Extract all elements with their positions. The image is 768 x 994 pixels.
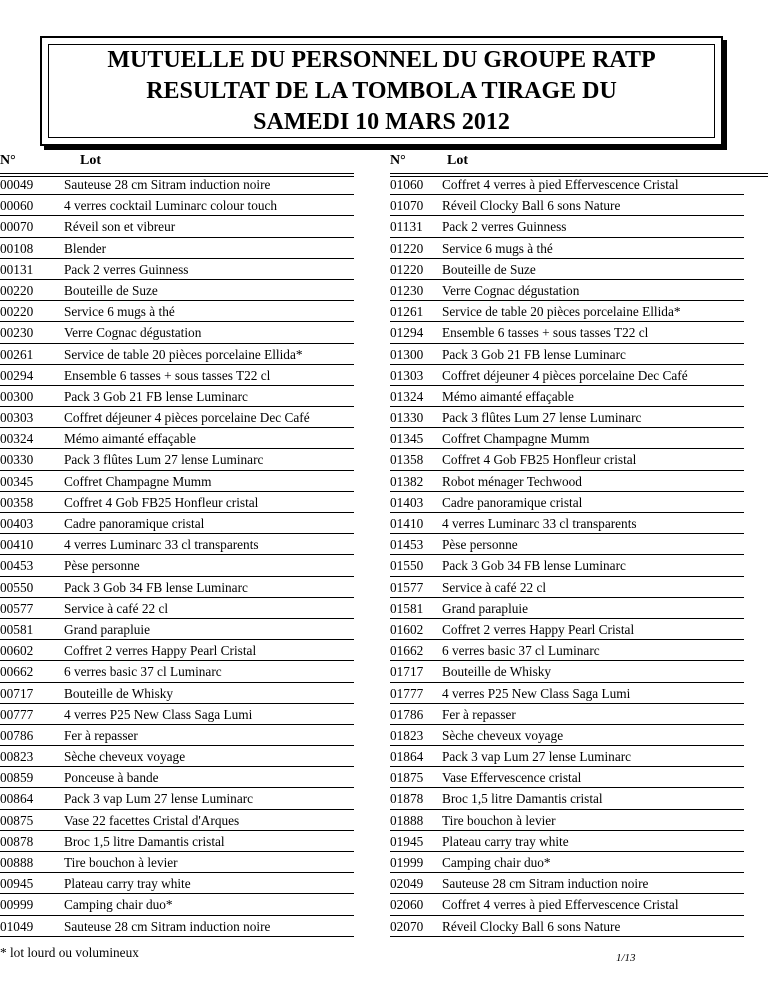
ticket-number: 00220 xyxy=(0,282,34,298)
ticket-number: 01662 xyxy=(390,643,424,659)
prize-lot: 4 verres cocktail Luminarc colour touch xyxy=(64,198,278,214)
prize-lot: Cadre panoramique cristal xyxy=(442,494,583,510)
prize-lot: Plateau carry tray white xyxy=(64,876,191,892)
table-row xyxy=(390,428,744,449)
prize-lot: Réveil son et vibreur xyxy=(64,219,176,235)
prize-lot: Pack 2 verres Guinness xyxy=(64,261,189,277)
table-row xyxy=(390,259,744,280)
prize-lot: Verre Cognac dégustation xyxy=(442,282,580,298)
table-row xyxy=(0,577,354,598)
table-row xyxy=(0,916,354,937)
ticket-number: 01324 xyxy=(390,388,424,404)
table-row xyxy=(0,365,354,386)
ticket-number: 01717 xyxy=(390,664,424,680)
table-row xyxy=(390,195,744,216)
table-row xyxy=(0,301,354,322)
ticket-number: 00049 xyxy=(0,177,34,192)
table-row xyxy=(390,661,744,682)
table-row xyxy=(0,894,354,915)
prize-lot: 4 verres Luminarc 33 cl transparents xyxy=(64,537,259,553)
table-row xyxy=(390,238,744,259)
prize-lot: Coffret Champagne Mumm xyxy=(64,473,212,489)
table-row xyxy=(0,407,354,428)
table-row xyxy=(390,873,744,894)
table-row xyxy=(0,259,354,280)
prize-lot: Ensemble 6 tasses + sous tasses T22 cl xyxy=(442,325,649,341)
prize-lot: 4 verres P25 New Class Saga Lumi xyxy=(64,706,253,722)
table-row xyxy=(390,619,744,640)
table-row xyxy=(390,534,744,555)
ticket-number: 01131 xyxy=(390,219,423,235)
prize-lot: Coffret 2 verres Happy Pearl Cristal xyxy=(64,643,257,659)
ticket-number: 02070 xyxy=(390,918,424,934)
prize-lot: Pack 3 flûtes Lum 27 lense Luminarc xyxy=(64,452,264,468)
ticket-number: 01230 xyxy=(390,282,424,298)
prize-lot: Grand parapluie xyxy=(442,600,529,616)
table-row xyxy=(0,471,354,492)
prize-lot: Coffret 2 verres Happy Pearl Cristal xyxy=(442,621,635,637)
table-row xyxy=(390,746,744,767)
ticket-number: 00060 xyxy=(0,198,34,214)
table-row xyxy=(0,767,354,788)
ticket-number: 00577 xyxy=(0,600,34,616)
prize-lot: Pack 3 Gob 21 FB lense Luminarc xyxy=(64,388,248,404)
prize-lot: Coffret 4 Gob FB25 Honfleur cristal xyxy=(442,452,637,468)
table-row xyxy=(0,428,354,449)
prize-lot: Réveil Clocky Ball 6 sons Nature xyxy=(442,198,621,214)
prize-lot: Bouteille de Whisky xyxy=(442,664,552,680)
prize-lot: Service de table 20 pièces porcelaine Ellida* xyxy=(64,346,303,362)
ticket-number: 01577 xyxy=(390,579,424,595)
table-row xyxy=(0,492,354,513)
prize-lot: Pack 2 verres Guinness xyxy=(442,219,567,235)
ticket-number: 00878 xyxy=(0,833,34,849)
ticket-number: 01453 xyxy=(390,537,424,553)
prize-lot: Vase Effervescence cristal xyxy=(442,770,582,786)
prize-lot: 4 verres P25 New Class Saga Lumi xyxy=(442,685,631,701)
ticket-number: 00294 xyxy=(0,367,34,383)
table-row xyxy=(0,216,354,237)
table-row xyxy=(0,598,354,619)
table-row xyxy=(390,449,744,470)
table-row xyxy=(0,534,354,555)
ticket-number: 01878 xyxy=(390,791,424,807)
prize-lot: Pack 3 Gob 34 FB lense Luminarc xyxy=(64,579,248,595)
ticket-number: 00550 xyxy=(0,579,34,595)
ticket-number: 01303 xyxy=(390,367,424,383)
prize-lot: Robot ménager Techwood xyxy=(442,473,582,489)
ticket-number: 00875 xyxy=(0,812,34,828)
table-row xyxy=(0,322,354,343)
table-row xyxy=(390,322,744,343)
table-row xyxy=(0,873,354,894)
table-row xyxy=(0,280,354,301)
table-row xyxy=(390,216,744,237)
ticket-number: 00303 xyxy=(0,410,34,426)
ticket-number: 00403 xyxy=(0,516,34,531)
ticket-number: 00888 xyxy=(0,855,34,870)
prize-lot: Coffret déjeuner 4 pièces porcelaine Dec Café xyxy=(442,367,688,383)
ticket-number: 01070 xyxy=(390,198,424,214)
ticket-number: 02049 xyxy=(390,876,424,892)
footnote: * lot lourd ou volumineux xyxy=(0,945,139,960)
table-row xyxy=(390,174,744,195)
table-row xyxy=(390,386,744,407)
table-row xyxy=(390,344,744,365)
title-inner-frame xyxy=(48,44,715,138)
prize-lot: Pack 3 flûtes Lum 27 lense Luminarc xyxy=(442,410,642,426)
ticket-number: 00823 xyxy=(0,749,34,765)
ticket-number: 00859 xyxy=(0,770,34,786)
ticket-number: 01786 xyxy=(390,706,424,722)
prize-lot: Service de table 20 pièces porcelaine Ellida* xyxy=(442,304,681,320)
ticket-number: 00324 xyxy=(0,431,34,447)
prize-lot: Cadre panoramique cristal xyxy=(64,516,205,531)
prize-lot: Broc 1,5 litre Damantis cristal xyxy=(64,833,225,849)
table-row xyxy=(390,640,744,661)
table-row xyxy=(0,746,354,767)
prize-lot: Fer à repasser xyxy=(64,727,138,743)
prize-lot: Coffret déjeuner 4 pièces porcelaine Dec Café xyxy=(64,410,310,426)
prize-lot: Sauteuse 28 cm Sitram induction noire xyxy=(442,876,649,892)
table-row xyxy=(0,640,354,661)
table-row xyxy=(390,598,744,619)
table-row xyxy=(0,344,354,365)
ticket-number: 01060 xyxy=(390,177,424,192)
table-row xyxy=(0,831,354,852)
table-row xyxy=(0,555,354,576)
prize-lot: Pack 3 Gob 21 FB lense Luminarc xyxy=(442,346,626,362)
ticket-number: 01945 xyxy=(390,833,424,849)
title-line-1: MUTUELLE DU PERSONNEL DU GROUPE RATP xyxy=(107,46,656,73)
table-row xyxy=(390,301,744,322)
ticket-number: 01602 xyxy=(390,621,424,637)
header-number: N° xyxy=(390,153,406,168)
prize-lot: Coffret 4 verres à pied Effervescence Cristal xyxy=(442,177,679,192)
prize-lot: Ensemble 6 tasses + sous tasses T22 cl xyxy=(64,367,271,383)
ticket-number: 01261 xyxy=(390,304,424,320)
ticket-number: 01888 xyxy=(390,812,424,828)
ticket-number: 00070 xyxy=(0,219,34,235)
prize-lot: Service 6 mugs à thé xyxy=(442,240,553,256)
table-row xyxy=(0,704,354,725)
table-row xyxy=(390,767,744,788)
title-line-2: RESULTAT DE LA TOMBOLA TIRAGE DU xyxy=(146,77,617,104)
title-box xyxy=(40,36,723,146)
prize-lot: Service à café 22 cl xyxy=(64,600,169,616)
table-row xyxy=(0,683,354,704)
table-row xyxy=(390,492,744,513)
table-row xyxy=(390,725,744,746)
prize-lot: Service à café 22 cl xyxy=(442,579,547,595)
ticket-number: 02060 xyxy=(390,897,424,913)
prize-lot: 6 verres basic 37 cl Luminarc xyxy=(64,664,222,680)
ticket-number: 00108 xyxy=(0,240,34,256)
prize-lot: 6 verres basic 37 cl Luminarc xyxy=(442,643,600,659)
prize-lot: Verre Cognac dégustation xyxy=(64,325,202,341)
prize-lot: 4 verres Luminarc 33 cl transparents xyxy=(442,516,637,531)
table-row xyxy=(390,513,744,534)
ticket-number: 01330 xyxy=(390,410,424,426)
table-row xyxy=(390,916,744,937)
prize-lot: Vase 22 facettes Cristal d'Arques xyxy=(64,812,240,828)
ticket-number: 01410 xyxy=(390,516,424,531)
ticket-number: 00358 xyxy=(0,494,34,510)
ticket-number: 01403 xyxy=(390,494,424,510)
ticket-number: 00602 xyxy=(0,643,34,659)
prize-lot: Broc 1,5 litre Damantis cristal xyxy=(442,791,603,807)
prize-lot: Pèse personne xyxy=(64,558,140,574)
prize-lot: Grand parapluie xyxy=(64,621,151,637)
ticket-number: 00261 xyxy=(0,346,34,362)
table-row xyxy=(390,894,744,915)
ticket-number: 01864 xyxy=(390,749,424,765)
table-row xyxy=(0,449,354,470)
prize-lot: Sauteuse 28 cm Sitram induction noire xyxy=(64,177,271,192)
table-row xyxy=(0,238,354,259)
table-row xyxy=(0,619,354,640)
ticket-number: 00330 xyxy=(0,452,34,468)
prize-lot: Coffret Champagne Mumm xyxy=(442,431,590,447)
header-lot: Lot xyxy=(80,153,101,168)
results-column-left xyxy=(0,174,354,937)
prize-lot: Pack 3 vap Lum 27 lense Luminarc xyxy=(64,791,254,807)
prize-lot: Sèche cheveux voyage xyxy=(64,749,186,765)
header-lot: Lot xyxy=(447,153,468,168)
table-row xyxy=(0,174,354,195)
ticket-number: 01581 xyxy=(390,600,424,616)
ticket-number: 00945 xyxy=(0,876,34,892)
ticket-number: 00410 xyxy=(0,537,34,553)
ticket-number: 01345 xyxy=(390,431,424,447)
table-header-left xyxy=(0,149,354,175)
prize-lot: Tire bouchon à levier xyxy=(442,812,556,828)
ticket-number: 00999 xyxy=(0,897,34,913)
table-row xyxy=(0,725,354,746)
ticket-number: 00864 xyxy=(0,791,34,807)
prize-lot: Plateau carry tray white xyxy=(442,833,569,849)
table-header-right xyxy=(390,149,768,175)
table-row xyxy=(390,555,744,576)
ticket-number: 01823 xyxy=(390,727,424,743)
ticket-number: 00717 xyxy=(0,685,34,701)
ticket-number: 01220 xyxy=(390,261,424,277)
ticket-number: 01300 xyxy=(390,346,424,362)
prize-lot: Tire bouchon à levier xyxy=(64,855,178,870)
prize-lot: Pack 3 Gob 34 FB lense Luminarc xyxy=(442,558,626,574)
title-line-3: SAMEDI 10 MARS 2012 xyxy=(253,108,510,135)
prize-lot: Sèche cheveux voyage xyxy=(442,727,564,743)
ticket-number: 01049 xyxy=(0,918,34,934)
prize-lot: Mémo aimanté effaçable xyxy=(64,431,196,447)
ticket-number: 01294 xyxy=(390,325,424,341)
table-row xyxy=(390,365,744,386)
ticket-number: 01777 xyxy=(390,685,424,701)
prize-lot: Sauteuse 28 cm Sitram induction noire xyxy=(64,918,271,934)
prize-lot: Réveil Clocky Ball 6 sons Nature xyxy=(442,918,621,934)
ticket-number: 00345 xyxy=(0,473,34,489)
table-row xyxy=(0,513,354,534)
ticket-number: 00786 xyxy=(0,727,34,743)
table-row xyxy=(390,831,744,852)
table-row xyxy=(390,704,744,725)
table-row xyxy=(390,788,744,809)
table-row xyxy=(0,386,354,407)
ticket-number: 01382 xyxy=(390,473,424,489)
prize-lot: Camping chair duo* xyxy=(442,855,551,870)
ticket-number: 00662 xyxy=(0,664,34,680)
prize-lot: Mémo aimanté effaçable xyxy=(442,388,574,404)
prize-lot: Bouteille de Suze xyxy=(442,261,536,277)
prize-lot: Pack 3 vap Lum 27 lense Luminarc xyxy=(442,749,632,765)
ticket-number: 01358 xyxy=(390,452,424,468)
table-row xyxy=(390,683,744,704)
ticket-number: 00220 xyxy=(0,304,34,320)
ticket-number: 00453 xyxy=(0,558,34,574)
ticket-number: 00230 xyxy=(0,325,34,341)
ticket-number: 00300 xyxy=(0,388,34,404)
table-row xyxy=(0,852,354,873)
table-row xyxy=(390,810,744,831)
header-number: N° xyxy=(0,153,16,168)
ticket-number: 00581 xyxy=(0,621,34,637)
ticket-number: 00131 xyxy=(0,261,34,277)
prize-lot: Bouteille de Suze xyxy=(64,282,158,298)
ticket-number: 01550 xyxy=(390,558,424,574)
prize-lot: Fer à repasser xyxy=(442,706,516,722)
table-row xyxy=(390,577,744,598)
prize-lot: Pèse personne xyxy=(442,537,518,553)
ticket-number: 01999 xyxy=(390,855,424,870)
ticket-number: 01875 xyxy=(390,770,424,786)
table-row xyxy=(0,788,354,809)
ticket-number: 01220 xyxy=(390,240,424,256)
prize-lot: Ponceuse à bande xyxy=(64,770,159,786)
ticket-number: 00777 xyxy=(0,706,34,722)
table-row xyxy=(0,810,354,831)
table-row xyxy=(390,280,744,301)
prize-lot: Coffret 4 Gob FB25 Honfleur cristal xyxy=(64,494,259,510)
prize-lot: Camping chair duo* xyxy=(64,897,173,913)
table-row xyxy=(0,195,354,216)
table-row xyxy=(390,407,744,428)
table-row xyxy=(390,471,744,492)
table-row xyxy=(0,661,354,682)
prize-lot: Blender xyxy=(64,240,107,256)
prize-lot: Coffret 4 verres à pied Effervescence Cristal xyxy=(442,897,679,913)
prize-lot: Bouteille de Whisky xyxy=(64,685,174,701)
results-column-right xyxy=(390,174,744,937)
prize-lot: Service 6 mugs à thé xyxy=(64,304,175,320)
page-number: 1/13 xyxy=(616,952,636,964)
table-row xyxy=(390,852,744,873)
